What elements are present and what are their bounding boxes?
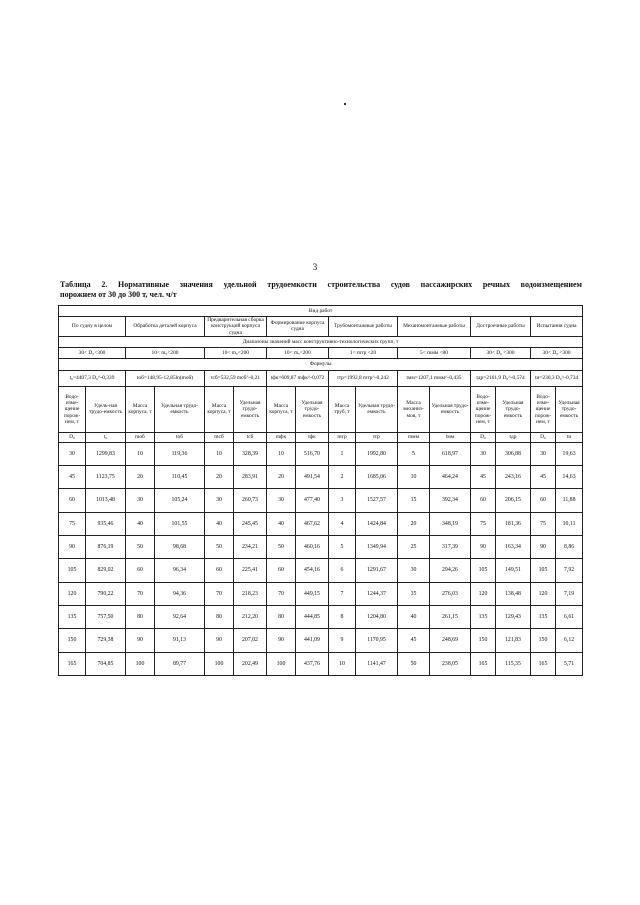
table-cell: 243,16 [496, 466, 531, 489]
range-cell: 10< m₀<200 [126, 347, 205, 358]
table-cell: 15 [398, 489, 430, 512]
column-header: Удельная трудо-емкость [234, 386, 267, 432]
formula-cell: tтр=1992,8 mтр^-0,242 [329, 370, 398, 386]
table-cell: 437,76 [296, 652, 329, 675]
table-cell: 7,19 [556, 582, 583, 605]
table-cell: 150 [531, 629, 556, 652]
column-header: Масса корпуса, т [205, 386, 234, 432]
column-header: Удельная трудо-емкость [430, 386, 471, 432]
table-cell: 1123,75 [86, 466, 126, 489]
table-cell: 248,69 [430, 629, 471, 652]
table-cell: 60 [59, 489, 86, 512]
column-symbol: tи [556, 432, 583, 442]
table-cell: 80 [126, 605, 155, 628]
table-cell: 207,02 [234, 629, 267, 652]
table-cell: 30 [59, 442, 86, 465]
table-cell: 1685,06 [356, 466, 398, 489]
table-cell: 212,20 [234, 605, 267, 628]
table-cell: 11,88 [556, 489, 583, 512]
table-cell: 1527,57 [356, 489, 398, 512]
formula-cell: tсб=532,59 mсб^-0,21 [205, 370, 267, 386]
column-symbol: D₀ [531, 432, 556, 442]
table-cell: 45 [59, 466, 86, 489]
table-cell: 1424,84 [356, 512, 398, 535]
table-cell: 276,03 [430, 582, 471, 605]
table-cell: 129,43 [496, 605, 531, 628]
table-cell: 45 [398, 629, 430, 652]
table-cell: 9 [329, 629, 356, 652]
column-header: Удельная трудо-емкость [356, 386, 398, 432]
table-row [59, 512, 583, 535]
ranges-title: Диапазоны значений масс конструктивно-технологических групп, т [59, 336, 583, 347]
table-row [59, 442, 583, 465]
table-cell: 70 [126, 582, 155, 605]
table-cell: 40 [126, 512, 155, 535]
table-cell: 165 [531, 652, 556, 675]
table-cell: 1204,80 [356, 605, 398, 628]
table-cell: 1244,37 [356, 582, 398, 605]
column-header: Водо-изме-щение порож-нем, т [531, 386, 556, 432]
table-cell: 14,63 [556, 466, 583, 489]
table-cell: 6 [329, 559, 356, 582]
table-cell: 6,61 [556, 605, 583, 628]
range-cell: 30< D₀ <300 [471, 347, 531, 358]
formula-cell: tоб=148,95-12,85ln(mоб) [126, 370, 205, 386]
table-cell: 8,86 [556, 536, 583, 559]
table-cell: 20 [267, 466, 296, 489]
table-cell: 60 [267, 559, 296, 582]
table-cell: 50 [205, 536, 234, 559]
caption-line-1: Таблица 2. Нормативные значения удельной трудоемкости строительства судов пассажирских речных водоизмещением [60, 280, 582, 289]
table-cell: 75 [531, 512, 556, 535]
table-cell: 317,39 [430, 536, 471, 559]
table-cell: 5 [398, 442, 430, 465]
table-cell: 1299,83 [86, 442, 126, 465]
table-cell: 5 [329, 536, 356, 559]
table-cell: 444,85 [296, 605, 329, 628]
table-cell: 90 [267, 629, 296, 652]
table-cell: 729,38 [86, 629, 126, 652]
table-cell: 40 [267, 512, 296, 535]
table-cell: 45 [531, 466, 556, 489]
table-row [59, 605, 583, 628]
table-cell: 202,49 [234, 652, 267, 675]
table-cell: 70 [205, 582, 234, 605]
work-group-header: Испытания судна [531, 317, 583, 337]
table-cell: 50 [267, 536, 296, 559]
column-symbol: tтр [356, 432, 398, 442]
table-cell: 238,05 [430, 652, 471, 675]
table-cell: 90 [205, 629, 234, 652]
table-cell: 60 [126, 559, 155, 582]
table-cell: 90 [471, 536, 496, 559]
table-cell: 96,34 [155, 559, 205, 582]
work-types-header: Вид работ [59, 306, 583, 317]
table-cell: 460,16 [296, 536, 329, 559]
table-cell: 94,36 [155, 582, 205, 605]
table-cell: 464,24 [430, 466, 471, 489]
work-group-header: Механомонтажные работы [398, 317, 471, 337]
table-cell: 10 [329, 652, 356, 675]
table-cell: 7,92 [556, 559, 583, 582]
table-cell: 60 [205, 559, 234, 582]
table-row [59, 489, 583, 512]
table-cell: 2 [329, 466, 356, 489]
table-cell: 80 [267, 605, 296, 628]
column-header: Масса корпуса, т [126, 386, 155, 432]
table-cell: 218,23 [234, 582, 267, 605]
column-symbol: tдр [496, 432, 531, 442]
page-number: 3 [312, 262, 318, 272]
work-group-header: Предварительная сборка конструкций корпуса судна [205, 317, 267, 337]
table-cell: 120 [471, 582, 496, 605]
table-cell: 10 [398, 466, 430, 489]
table-cell: 30 [267, 489, 296, 512]
table-cell: 163,34 [496, 536, 531, 559]
table-cell: 6,12 [556, 629, 583, 652]
table-cell: 1992,80 [356, 442, 398, 465]
table-cell: 20 [398, 512, 430, 535]
table-cell: 260,73 [234, 489, 267, 512]
table-cell: 90 [531, 536, 556, 559]
table-cell: 25 [398, 536, 430, 559]
table-cell: 5,71 [556, 652, 583, 675]
range-cell: 1< mтр <20 [329, 347, 398, 358]
column-header: Водо-изме-щение порож-нем, т [471, 386, 496, 432]
table-cell: 7 [329, 582, 356, 605]
work-group-header: По судну в целом [59, 317, 126, 337]
column-symbol: D₀ [59, 432, 86, 442]
labor-intensity-table [58, 305, 583, 676]
table-cell: 100 [126, 652, 155, 675]
table-cell: 10,11 [556, 512, 583, 535]
table-cell: 30 [471, 442, 496, 465]
table-cell: 8 [329, 605, 356, 628]
table-row [59, 466, 583, 489]
table-cell: 225,41 [234, 559, 267, 582]
table-cell: 70 [267, 582, 296, 605]
formula-cell: tфк=609,87 mфк^-0,072 [267, 370, 329, 386]
range-cell: 10< mₒ<200 [267, 347, 329, 358]
range-cell: 10< m₀<200 [205, 347, 267, 358]
table-cell: 3 [329, 489, 356, 512]
column-symbol: tоб [155, 432, 205, 442]
formula-cell: t₀=4407,3 D₀^-0,339 [59, 370, 126, 386]
table-cell: 491,54 [296, 466, 329, 489]
column-symbol: D₀ [471, 432, 496, 442]
table-cell: 294,26 [430, 559, 471, 582]
table-row [59, 559, 583, 582]
table-cell: 206,15 [496, 489, 531, 512]
table-caption [60, 280, 582, 300]
table-cell: 4 [329, 512, 356, 535]
table-cell: 150 [59, 629, 86, 652]
column-symbol: mтр [329, 432, 356, 442]
table-cell: 90 [126, 629, 155, 652]
table-cell: 120 [59, 582, 86, 605]
formulas-row [59, 370, 583, 386]
table-cell: 467,62 [296, 512, 329, 535]
table-cell: 105 [59, 559, 86, 582]
column-header: Удельная трудо-емкость [496, 386, 531, 432]
table-cell: 10 [267, 442, 296, 465]
work-group-header: Обработка деталей корпуса [126, 317, 205, 337]
table-cell: 92,64 [155, 605, 205, 628]
table-cell: 449,15 [296, 582, 329, 605]
table-row [59, 652, 583, 675]
range-cell: 30< D₀ <300 [531, 347, 583, 358]
table-cell: 1013,48 [86, 489, 126, 512]
column-header: Удельная трудо-емкость [155, 386, 205, 432]
table-cell: 135 [471, 605, 496, 628]
table-cell: 20 [126, 466, 155, 489]
column-header: Водо-изме-щение порож-нем, т [59, 386, 86, 432]
table-cell: 119,36 [155, 442, 205, 465]
table-cell: 135 [59, 605, 86, 628]
work-groups-row [59, 317, 583, 337]
formula-cell: tмм=1207,1 mмм^-0,435 [398, 370, 471, 386]
table-cell: 35 [398, 582, 430, 605]
table-cell: 20 [205, 466, 234, 489]
table-cell: 40 [205, 512, 234, 535]
table-cell: 19,63 [556, 442, 583, 465]
table-cell: 75 [59, 512, 86, 535]
table-cell: 150 [471, 629, 496, 652]
column-symbol: mсб [205, 432, 234, 442]
table-cell: 516,70 [296, 442, 329, 465]
table-cell: 935,46 [86, 512, 126, 535]
column-symbol: mмм [398, 432, 430, 442]
table-cell: 328,39 [234, 442, 267, 465]
table-cell: 50 [126, 536, 155, 559]
table-cell: 181,36 [496, 512, 531, 535]
table-cell: 60 [531, 489, 556, 512]
table-cell: 60 [471, 489, 496, 512]
column-symbol: mфк [267, 432, 296, 442]
table-cell: 757,50 [86, 605, 126, 628]
table-cell: 75 [471, 512, 496, 535]
table-cell: 98,68 [155, 536, 205, 559]
column-header: Удельная трудо-емкость [556, 386, 583, 432]
work-group-header: Формирование корпуса судна [267, 317, 329, 337]
table-cell: 115,35 [496, 652, 531, 675]
table-cell: 1141,47 [356, 652, 398, 675]
table-cell: 91,13 [155, 629, 205, 652]
table-cell: 1 [329, 442, 356, 465]
table-row [59, 582, 583, 605]
caption-line-2: порожнем от 30 до 300 т, чел. ч/т [60, 290, 177, 299]
table-cell: 110,45 [155, 466, 205, 489]
table-cell: 105 [531, 559, 556, 582]
table-cell: 165 [59, 652, 86, 675]
formula-cell: tи=230,3 D₀^-0,734 [531, 370, 583, 386]
table-cell: 100 [205, 652, 234, 675]
table-cell: 704,85 [86, 652, 126, 675]
column-header: Масса труб, т [329, 386, 356, 432]
column-symbol: tфк [296, 432, 329, 442]
table-cell: 477,40 [296, 489, 329, 512]
speck-mark [344, 103, 346, 105]
table-cell: 135 [531, 605, 556, 628]
table-cell: 30 [126, 489, 155, 512]
table-cell: 348,19 [430, 512, 471, 535]
table-cell: 10 [126, 442, 155, 465]
table-cell: 1349,94 [356, 536, 398, 559]
work-group-header: Достроечные работы [471, 317, 531, 337]
table-cell: 1170,95 [356, 629, 398, 652]
table-cell: 306,88 [496, 442, 531, 465]
table-cell: 40 [398, 605, 430, 628]
table-cell: 138,48 [496, 582, 531, 605]
column-header: Масса корпуса, т [267, 386, 296, 432]
table-cell: 30 [531, 442, 556, 465]
data-rows [59, 442, 583, 675]
table-row [59, 629, 583, 652]
table-cell: 283,91 [234, 466, 267, 489]
table-cell: 234,21 [234, 536, 267, 559]
column-symbol: tмм [430, 432, 471, 442]
table-cell: 90 [59, 536, 86, 559]
work-group-header: Трубомонтажные работы [329, 317, 398, 337]
table-cell: 105 [471, 559, 496, 582]
table-cell: 105,24 [155, 489, 205, 512]
symbols-row [59, 432, 583, 442]
table-cell: 149,51 [496, 559, 531, 582]
range-cell: 30< D₀<300 [59, 347, 126, 358]
table-row [59, 536, 583, 559]
table-cell: 876,19 [86, 536, 126, 559]
table-cell: 120 [531, 582, 556, 605]
column-header: Удельная трудо-емкость [296, 386, 329, 432]
table-cell: 30 [205, 489, 234, 512]
table-cell: 392,34 [430, 489, 471, 512]
formula-cell: tдр=2161,9 D₀^-0,574 [471, 370, 531, 386]
column-header: Удель-ная трудо-емкость [86, 386, 126, 432]
table-cell: 50 [398, 652, 430, 675]
column-symbol: t₀ [86, 432, 126, 442]
column-header: Масса механиз-мов, т [398, 386, 430, 432]
table-cell: 80 [205, 605, 234, 628]
column-symbol: mоб [126, 432, 155, 442]
table-cell: 45 [471, 466, 496, 489]
table-cell: 165 [471, 652, 496, 675]
table-cell: 121,83 [496, 629, 531, 652]
table-cell: 245,45 [234, 512, 267, 535]
column-headers-row [59, 386, 583, 432]
table-cell: 454,16 [296, 559, 329, 582]
table-cell: 829,02 [86, 559, 126, 582]
table-cell: 89,77 [155, 652, 205, 675]
table-cell: 618,97 [430, 442, 471, 465]
formulas-title: Формулы [59, 358, 583, 370]
table-cell: 441,09 [296, 629, 329, 652]
ranges-row [59, 347, 583, 358]
table-cell: 10 [205, 442, 234, 465]
column-symbol: tсб [234, 432, 267, 442]
table-cell: 261,15 [430, 605, 471, 628]
range-cell: 5< mмм <80 [398, 347, 471, 358]
table-cell: 100 [267, 652, 296, 675]
table-cell: 790,22 [86, 582, 126, 605]
table-cell: 1291,67 [356, 559, 398, 582]
table-cell: 101,55 [155, 512, 205, 535]
table-cell: 30 [398, 559, 430, 582]
